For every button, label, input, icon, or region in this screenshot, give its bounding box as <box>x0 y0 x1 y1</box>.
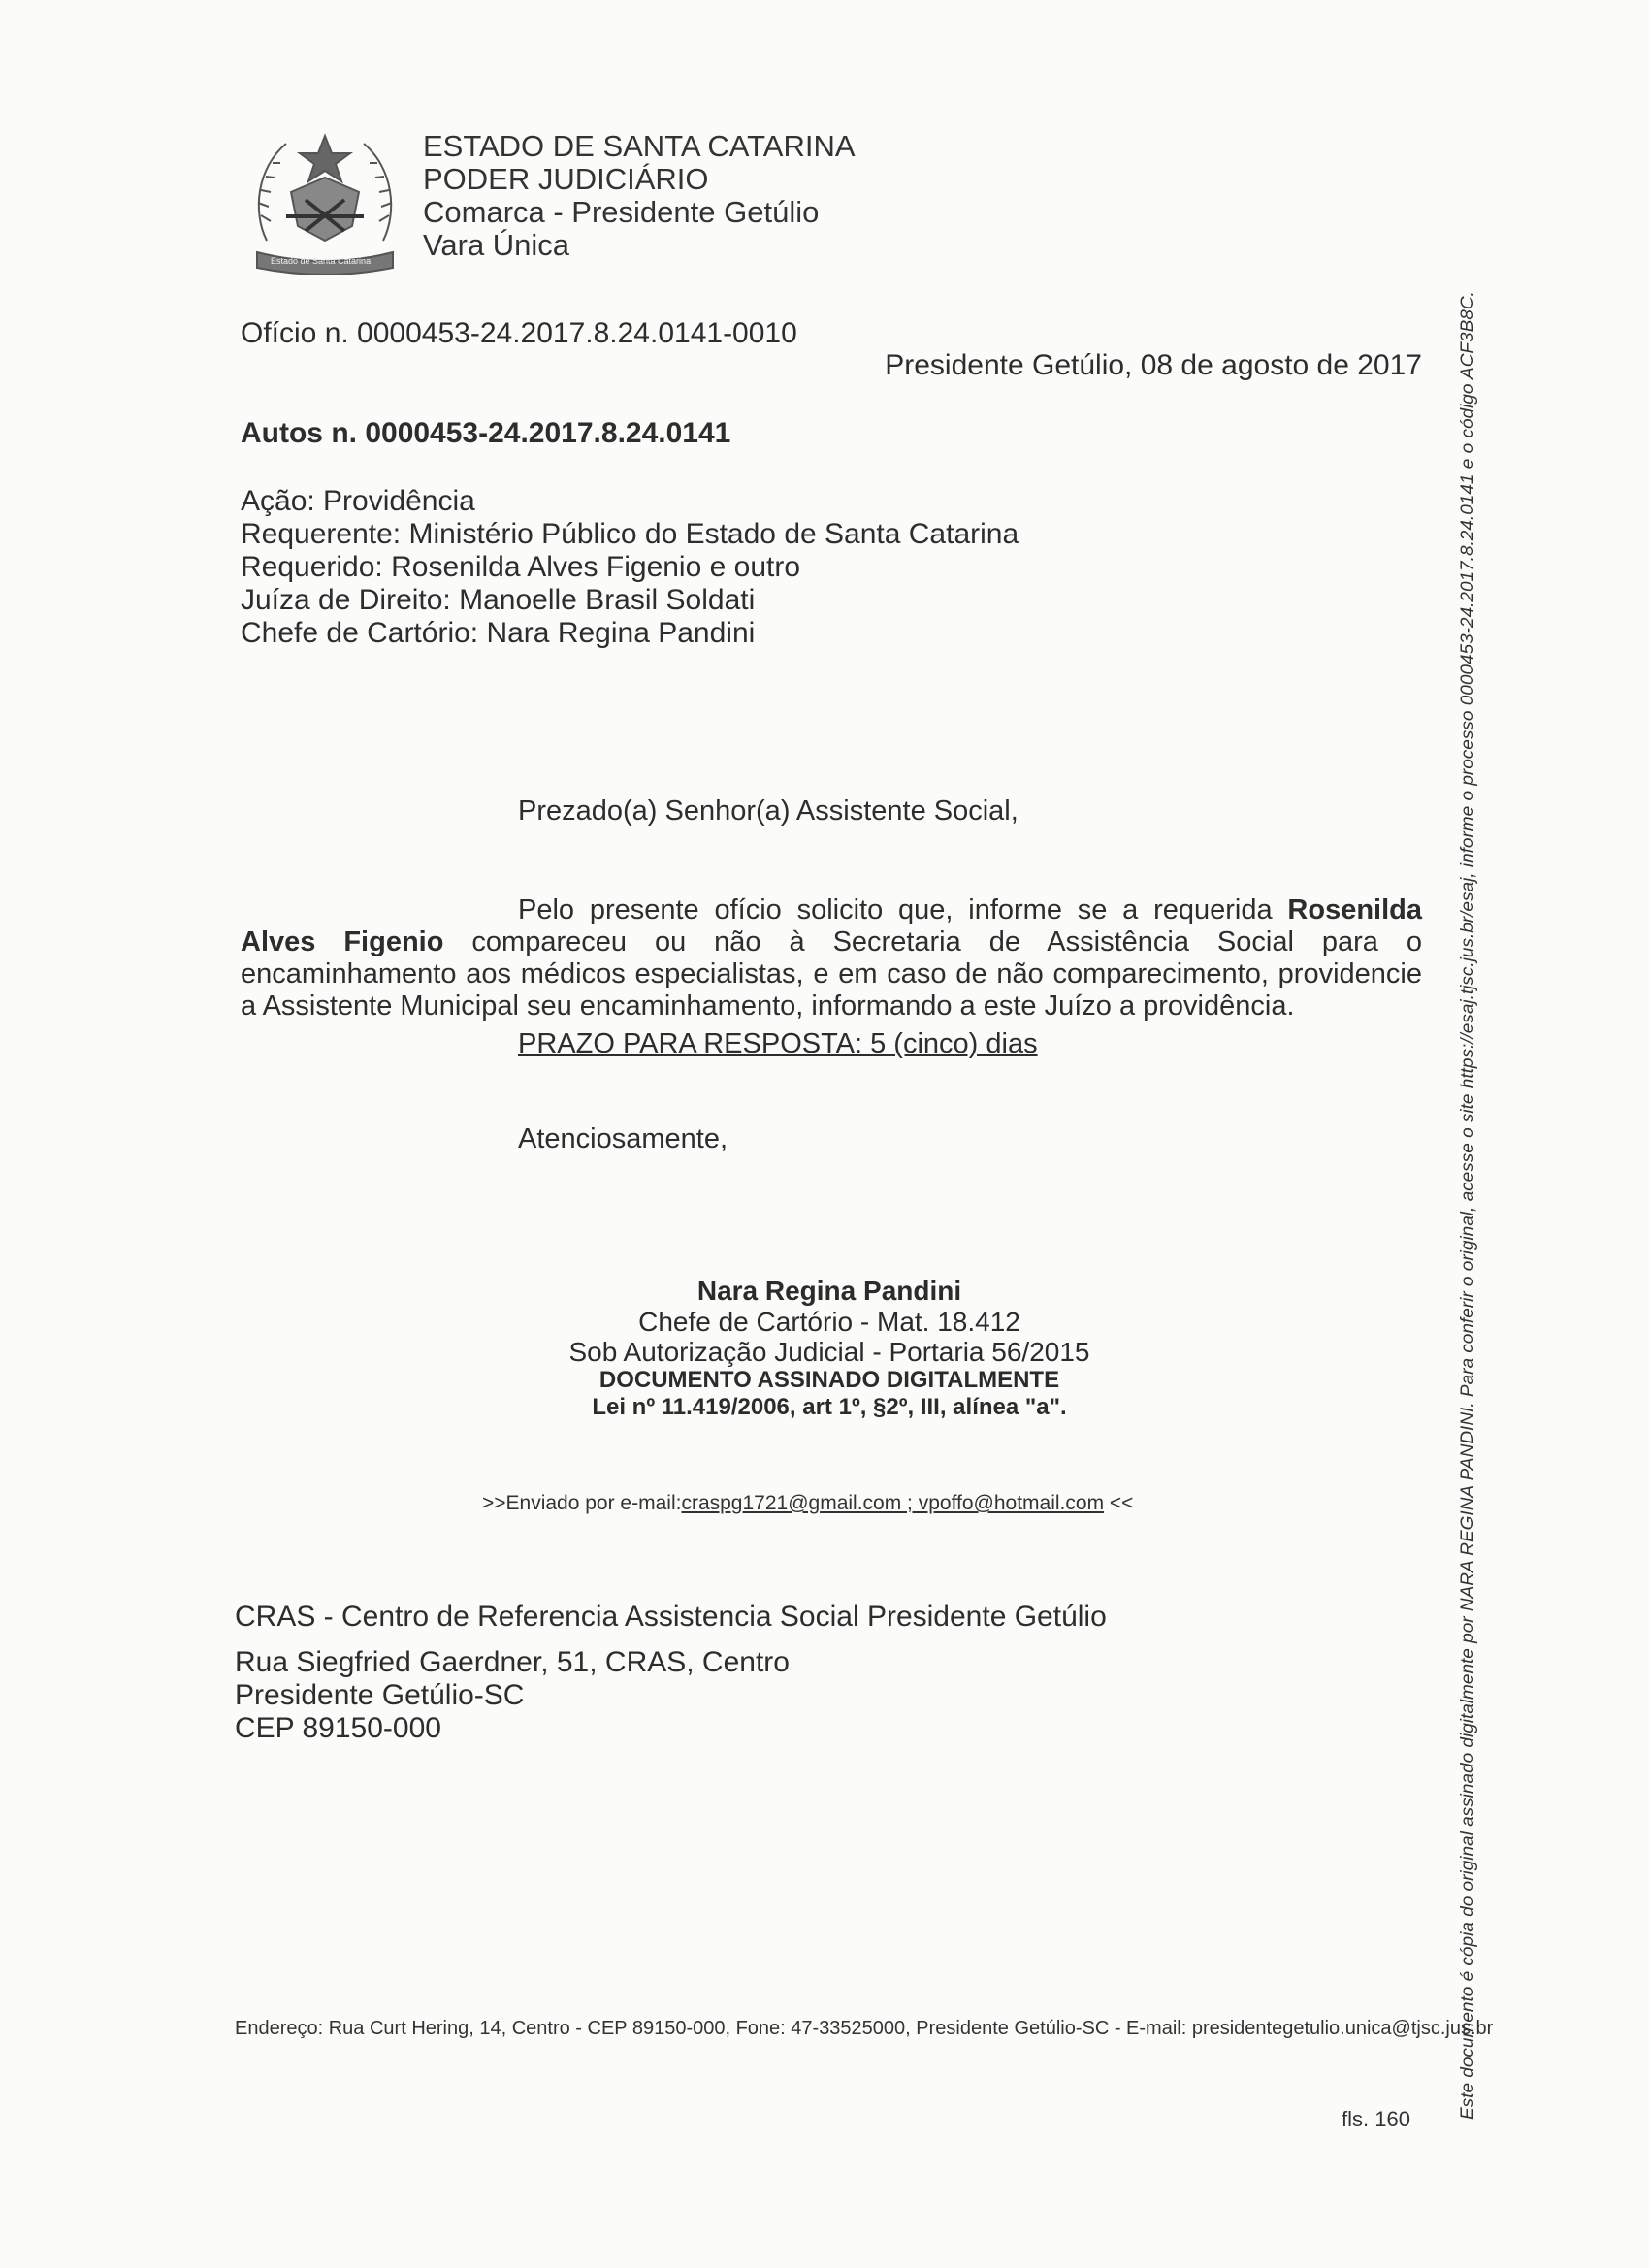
page-number: fls. 160 <box>1342 2107 1410 2131</box>
email-line <box>482 1492 1133 1515</box>
closing: Atenciosamente, <box>518 1123 728 1154</box>
signer-authorization: Sob Autorização Judicial - Portaria 56/2015 <box>568 1337 1090 1367</box>
case-requerido: Requerido: Rosenilda Alves Figenio e outro <box>241 551 801 583</box>
case-juiza: Juíza de Direito: Manoelle Brasil Soldati <box>241 584 756 616</box>
oficio-number: Ofício n. 0000453-24.2017.8.24.0141-0010 <box>241 317 797 349</box>
date-line: Presidente Getúlio, 08 de agosto de 2017 <box>885 349 1422 381</box>
prazo-resposta: PRAZO PARA RESPOSTA: 5 (cinco) dias <box>518 1028 1038 1059</box>
recipient-name: CRAS - Centro de Referencia Assistencia Social Presidente Getúlio <box>235 1601 1107 1633</box>
digital-signature-notice: DOCUMENTO ASSINADO DIGITALMENTE <box>598 1367 1060 1393</box>
header-vara: Vara Única <box>423 228 570 262</box>
seal-text: Estado de Santa Catarina <box>271 256 372 266</box>
case-chefe: Chefe de Cartório: Nara Regina Pandini <box>241 617 756 649</box>
case-requerente: Requerente: Ministério Público do Estado de Santa Catarina <box>241 518 1019 550</box>
law-reference: Lei nº 11.419/2006, art 1º, §2º, III, alínea "a". <box>592 1394 1067 1420</box>
requerida-name: Rosenilda Alves Figenio <box>241 894 1422 957</box>
signer-name: Nara Regina Pandini <box>696 1276 962 1306</box>
state-coat-of-arms-emblem <box>247 124 403 279</box>
body-paragraph <box>241 894 1422 1022</box>
digital-copy-side-note: Este documento é cópia do original assinado digitalmente por NARA REGINA PANDINI. Para conferir o original, acesse o site https://esaj.tjsc.jus.br/esaj, informe o processo 0000453-24.2017.8.24.0141 e o código ACF3B8C. <box>1458 291 1478 2120</box>
footer-address: Endereço: Rua Curt Hering, 14, Centro - CEP 89150-000, Fone: 47-33525000, Presidente Getúlio-SC - E-mail: presidentegetulio.unica@tjsc.jus.br <box>235 2018 1494 2039</box>
case-acao: Ação: Providência <box>241 485 475 517</box>
recipient-cep: CEP 89150-000 <box>235 1712 441 1744</box>
email-prefix: >>Enviado por e-mail: <box>482 1492 682 1514</box>
header-state: ESTADO DE SANTA CATARINA <box>423 129 856 163</box>
body-text-1: Pelo presente ofício solicito que, informe se a requerida <box>518 894 1288 925</box>
header-comarca: Comarca - Presidente Getúlio <box>423 195 820 229</box>
email-suffix: << <box>1104 1492 1134 1514</box>
salutation: Prezado(a) Senhor(a) Assistente Social, <box>518 795 1018 826</box>
signer-role: Chefe de Cartório - Mat. 18.412 <box>638 1307 1020 1337</box>
email-addresses[interactable]: craspg1721@gmail.com ; vpoffo@hotmail.com <box>681 1492 1105 1514</box>
header-judiciary: PODER JUDICIÁRIO <box>423 162 709 196</box>
recipient-street: Rua Siegfried Gaerdner, 51, CRAS, Centro <box>235 1646 790 1678</box>
signature-block <box>485 1276 1174 1421</box>
case-info <box>241 485 1018 650</box>
autos-number: Autos n. 0000453-24.2017.8.24.0141 <box>241 417 731 449</box>
recipient-address <box>235 1646 790 1745</box>
body-text-2: compareceu ou não à Secretaria de Assistência Social para o encaminhamento aos médicos especialistas, e em caso de não comparecimento, providencie a Assistente Municipal seu encaminhamento, informando a este Juízo a providência. <box>241 926 1422 1021</box>
recipient-city: Presidente Getúlio-SC <box>235 1679 525 1711</box>
